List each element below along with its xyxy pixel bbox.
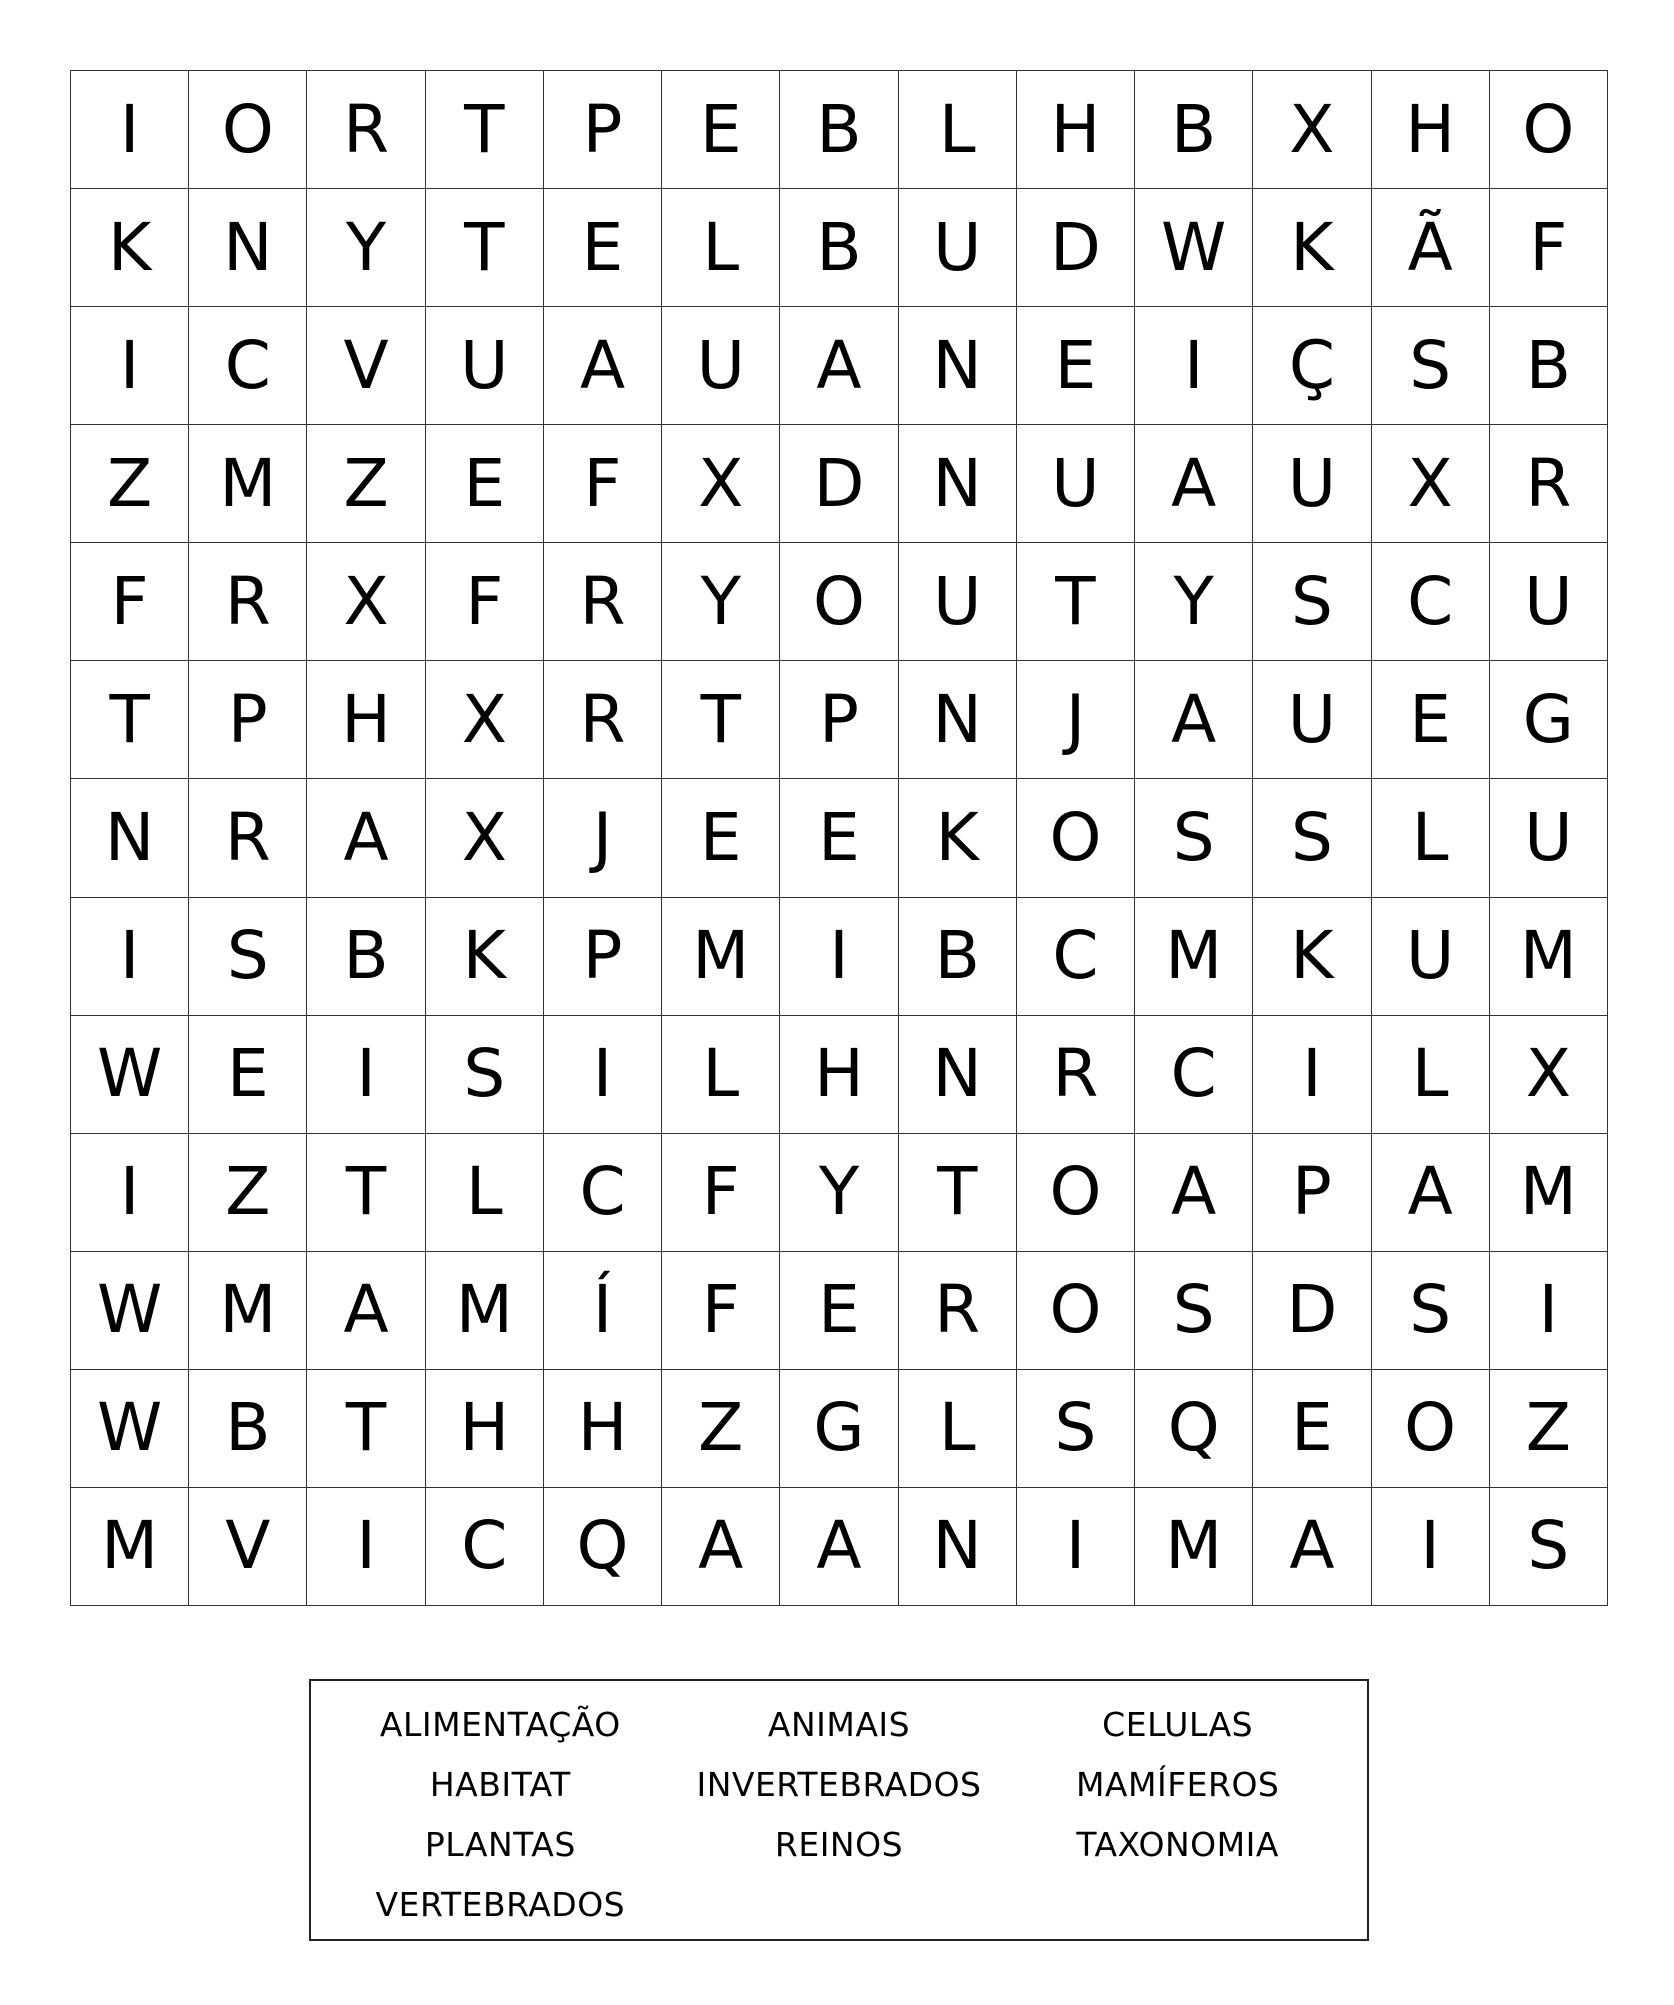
grid-cell[interactable]: E (1372, 661, 1490, 779)
grid-cell[interactable]: Ç (1253, 307, 1371, 425)
word-bank-item: VERTEBRADOS (375, 1885, 626, 1924)
grid-cell[interactable]: B (899, 898, 1017, 1016)
grid-cell[interactable]: A (544, 307, 662, 425)
grid-cell[interactable]: L (1372, 1016, 1490, 1134)
grid-cell[interactable]: E (189, 1016, 307, 1134)
grid-cell[interactable]: I (1372, 1488, 1490, 1606)
grid-cell[interactable]: Q (544, 1488, 662, 1606)
grid-cell[interactable]: S (1253, 779, 1371, 897)
grid-cell[interactable]: X (1490, 1016, 1608, 1134)
grid-cell[interactable]: Y (1135, 543, 1253, 661)
grid-cell[interactable]: K (1253, 898, 1371, 1016)
grid-cell[interactable]: W (71, 1016, 189, 1134)
grid-cell[interactable]: Y (662, 543, 780, 661)
grid-cell[interactable]: M (1135, 898, 1253, 1016)
grid-cell[interactable]: B (780, 71, 898, 189)
grid-cell[interactable]: K (426, 898, 544, 1016)
grid-cell[interactable]: E (662, 779, 780, 897)
grid-cell[interactable]: U (1017, 425, 1135, 543)
grid-cell[interactable]: K (1253, 189, 1371, 307)
grid-cell[interactable]: E (1253, 1370, 1371, 1488)
grid-cell[interactable]: X (426, 779, 544, 897)
grid-cell[interactable]: S (426, 1016, 544, 1134)
grid-cell[interactable]: Z (662, 1370, 780, 1488)
grid-cell[interactable]: N (71, 779, 189, 897)
grid-cell[interactable]: R (189, 543, 307, 661)
grid-cell[interactable]: T (426, 189, 544, 307)
word-bank-item: MAMÍFEROS (1075, 1765, 1280, 1804)
grid-cell[interactable]: E (780, 1252, 898, 1370)
grid-cell[interactable]: S (1372, 1252, 1490, 1370)
grid-cell[interactable]: I (1135, 307, 1253, 425)
grid-cell[interactable]: L (1372, 779, 1490, 897)
grid-cell[interactable]: F (426, 543, 544, 661)
grid-cell[interactable]: T (899, 1134, 1017, 1252)
grid-cell[interactable]: I (71, 1134, 189, 1252)
grid-cell[interactable]: F (662, 1134, 780, 1252)
word-bank-item: REINOS (774, 1825, 904, 1864)
grid-cell[interactable]: A (307, 779, 425, 897)
grid-cell[interactable]: T (307, 1370, 425, 1488)
grid-cell[interactable]: C (544, 1134, 662, 1252)
grid-cell[interactable]: I (780, 898, 898, 1016)
grid-cell[interactable]: A (1135, 1134, 1253, 1252)
grid-cell[interactable]: H (307, 661, 425, 779)
grid-cell[interactable]: G (1490, 661, 1608, 779)
grid-cell[interactable]: N (189, 189, 307, 307)
grid-cell[interactable]: D (780, 425, 898, 543)
grid-cell[interactable]: W (1135, 189, 1253, 307)
word-bank (309, 1679, 1369, 1941)
grid-cell[interactable]: I (1017, 1488, 1135, 1606)
grid-cell[interactable]: B (780, 189, 898, 307)
grid-cell[interactable]: L (899, 1370, 1017, 1488)
grid-cell[interactable]: P (544, 71, 662, 189)
grid-cell[interactable]: R (544, 543, 662, 661)
grid-cell[interactable]: X (662, 425, 780, 543)
grid-cell[interactable]: C (426, 1488, 544, 1606)
grid-cell[interactable]: X (1253, 71, 1371, 189)
grid-cell[interactable]: Z (307, 425, 425, 543)
grid-cell[interactable]: L (662, 1016, 780, 1134)
grid-cell[interactable]: B (1490, 307, 1608, 425)
grid-cell[interactable]: Y (307, 189, 425, 307)
grid-cell[interactable]: H (426, 1370, 544, 1488)
grid-cell[interactable]: E (426, 425, 544, 543)
grid-cell[interactable]: L (899, 71, 1017, 189)
grid-cell[interactable]: U (662, 307, 780, 425)
grid-cell[interactable]: H (544, 1370, 662, 1488)
grid-cell[interactable]: M (1135, 1488, 1253, 1606)
grid-cell[interactable]: F (544, 425, 662, 543)
grid-cell[interactable]: N (899, 307, 1017, 425)
grid-cell[interactable]: P (544, 898, 662, 1016)
grid-cell[interactable]: R (544, 661, 662, 779)
grid-cell[interactable]: E (662, 71, 780, 189)
grid-cell[interactable]: T (1017, 543, 1135, 661)
grid-cell[interactable]: V (189, 1488, 307, 1606)
grid-cell[interactable]: I (1253, 1016, 1371, 1134)
grid-cell[interactable]: Z (189, 1134, 307, 1252)
grid-cell[interactable]: U (1372, 898, 1490, 1016)
grid-cell[interactable]: B (189, 1370, 307, 1488)
grid-cell[interactable]: C (189, 307, 307, 425)
grid-cell[interactable]: O (1017, 1252, 1135, 1370)
grid-cell[interactable]: L (662, 189, 780, 307)
word-bank-item: CELULAS (1102, 1705, 1254, 1744)
grid-cell[interactable]: U (1253, 661, 1371, 779)
grid-cell[interactable]: R (1490, 425, 1608, 543)
grid-cell[interactable]: Y (780, 1134, 898, 1252)
grid-cell[interactable]: D (1017, 189, 1135, 307)
grid-cell[interactable]: N (899, 1016, 1017, 1134)
grid-cell[interactable]: S (1135, 779, 1253, 897)
grid-cell[interactable]: I (71, 71, 189, 189)
grid-cell[interactable]: B (1135, 71, 1253, 189)
grid-cell[interactable]: K (71, 189, 189, 307)
grid-cell[interactable]: W (71, 1252, 189, 1370)
word-bank-item: ANIMAIS (767, 1705, 911, 1744)
grid-cell[interactable]: P (189, 661, 307, 779)
grid-cell[interactable]: O (1017, 1134, 1135, 1252)
grid-cell[interactable]: G (780, 1370, 898, 1488)
grid-cell[interactable]: A (1372, 1134, 1490, 1252)
grid-cell[interactable]: Í (544, 1252, 662, 1370)
grid-cell[interactable]: A (307, 1252, 425, 1370)
grid-cell[interactable]: S (1490, 1488, 1608, 1606)
grid-cell[interactable]: E (544, 189, 662, 307)
grid-cell[interactable]: N (899, 1488, 1017, 1606)
grid-cell[interactable]: U (1490, 779, 1608, 897)
grid-cell[interactable]: I (544, 1016, 662, 1134)
grid-cell[interactable]: T (662, 661, 780, 779)
grid-cell[interactable]: C (1017, 898, 1135, 1016)
grid-cell[interactable]: O (780, 543, 898, 661)
grid-cell[interactable]: Z (71, 425, 189, 543)
grid-cell[interactable]: P (780, 661, 898, 779)
word-bank-item: ALIMENTAÇÃO (379, 1705, 621, 1744)
word-bank-item: TAXONOMIA (1076, 1825, 1279, 1864)
grid-cell[interactable]: U (426, 307, 544, 425)
grid-cell[interactable]: S (1135, 1252, 1253, 1370)
grid-cell[interactable]: F (662, 1252, 780, 1370)
grid-cell[interactable]: R (189, 779, 307, 897)
grid-cell[interactable]: A (780, 307, 898, 425)
grid-cell[interactable]: I (71, 307, 189, 425)
grid-cell[interactable]: M (426, 1252, 544, 1370)
grid-cell[interactable]: V (307, 307, 425, 425)
grid-cell[interactable]: N (899, 661, 1017, 779)
grid-cell[interactable]: S (189, 898, 307, 1016)
grid-cell[interactable]: C (1135, 1016, 1253, 1134)
grid-cell[interactable]: M (189, 425, 307, 543)
grid-cell[interactable]: T (307, 1134, 425, 1252)
grid-cell[interactable]: E (1017, 307, 1135, 425)
grid-cell[interactable]: S (1017, 1370, 1135, 1488)
word-bank-item: INVERTEBRADOS (696, 1765, 982, 1804)
grid-cell[interactable]: M (189, 1252, 307, 1370)
grid-cell[interactable]: H (1017, 71, 1135, 189)
grid-cell[interactable]: I (1490, 1252, 1608, 1370)
grid-cell[interactable]: U (1490, 543, 1608, 661)
grid-cell[interactable]: O (1372, 1370, 1490, 1488)
grid-cell[interactable]: M (1490, 898, 1608, 1016)
grid-cell[interactable]: C (1372, 543, 1490, 661)
word-bank-item: PLANTAS (424, 1825, 576, 1864)
letter-grid (70, 70, 1608, 1606)
grid-cell[interactable]: M (662, 898, 780, 1016)
grid-cell[interactable]: X (426, 661, 544, 779)
grid-cell[interactable]: O (1490, 71, 1608, 189)
grid-cell[interactable]: Q (1135, 1370, 1253, 1488)
grid-cell[interactable]: U (899, 543, 1017, 661)
grid-cell[interactable]: R (899, 1252, 1017, 1370)
grid-cell[interactable]: O (1017, 779, 1135, 897)
grid-cell[interactable]: U (899, 189, 1017, 307)
grid-cell[interactable]: P (1253, 1134, 1371, 1252)
grid-cell[interactable]: H (1372, 71, 1490, 189)
grid-cell[interactable]: R (1017, 1016, 1135, 1134)
grid-cell[interactable]: A (1135, 661, 1253, 779)
grid-cell[interactable]: T (426, 71, 544, 189)
grid-cell[interactable]: J (544, 779, 662, 897)
grid-cell[interactable]: U (1253, 425, 1371, 543)
grid-cell[interactable]: I (71, 898, 189, 1016)
grid-cell[interactable]: R (307, 71, 425, 189)
grid-cell[interactable]: T (71, 661, 189, 779)
grid-cell[interactable]: F (1490, 189, 1608, 307)
grid-cell[interactable]: F (71, 543, 189, 661)
grid-cell[interactable]: O (189, 71, 307, 189)
grid-cell[interactable]: L (426, 1134, 544, 1252)
grid-cell[interactable]: J (1017, 661, 1135, 779)
grid-cell[interactable]: Z (1490, 1370, 1608, 1488)
grid-cell[interactable]: K (899, 779, 1017, 897)
grid-cell[interactable]: E (780, 779, 898, 897)
grid-cell[interactable]: D (1253, 1252, 1371, 1370)
grid-cell[interactable]: A (662, 1488, 780, 1606)
grid-cell[interactable]: A (1253, 1488, 1371, 1606)
grid-cell[interactable]: N (899, 425, 1017, 543)
grid-cell[interactable]: A (1135, 425, 1253, 543)
grid-cell[interactable]: S (1253, 543, 1371, 661)
word-bank-item: HABITAT (429, 1765, 571, 1804)
grid-cell[interactable]: I (307, 1016, 425, 1134)
grid-cell[interactable]: M (71, 1488, 189, 1606)
grid-cell[interactable]: I (307, 1488, 425, 1606)
grid-cell[interactable]: W (71, 1370, 189, 1488)
grid-cell[interactable]: B (307, 898, 425, 1016)
grid-cell[interactable]: X (1372, 425, 1490, 543)
grid-cell[interactable]: S (1372, 307, 1490, 425)
grid-cell[interactable]: H (780, 1016, 898, 1134)
grid-cell[interactable]: Ã (1372, 189, 1490, 307)
grid-cell[interactable]: M (1490, 1134, 1608, 1252)
grid-cell[interactable]: A (780, 1488, 898, 1606)
grid-cell[interactable]: X (307, 543, 425, 661)
